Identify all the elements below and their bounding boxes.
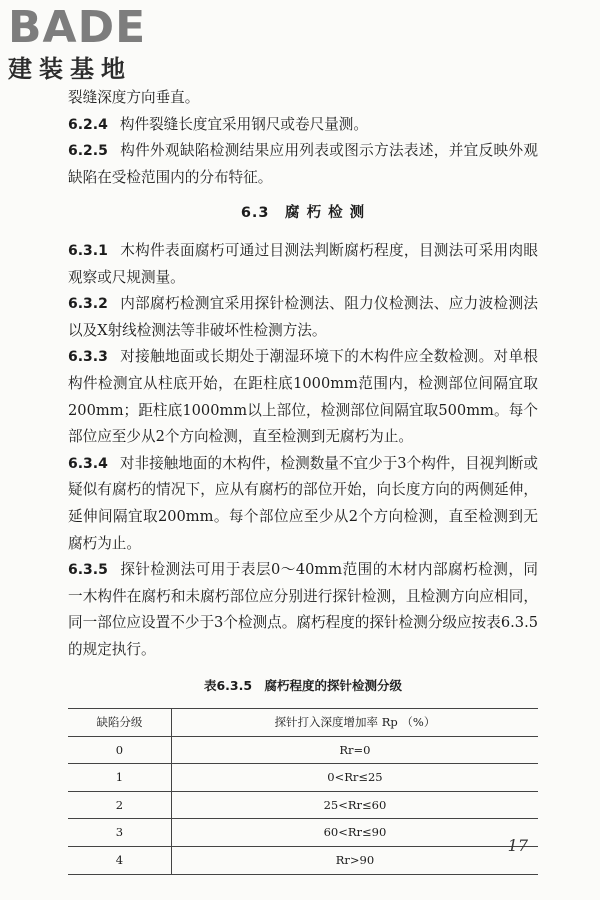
rate-cell: Rr>90 xyxy=(171,847,538,875)
decay-grade-table xyxy=(68,708,538,875)
document-body xyxy=(68,85,538,875)
grade-cell: 4 xyxy=(68,847,171,875)
brand-logo xyxy=(8,4,176,84)
clause-6-3-5 xyxy=(68,557,538,663)
clause-text: 裂缝深度方向垂直。 xyxy=(68,89,200,106)
clause-number: 6.3.1 xyxy=(68,242,108,259)
clause-number: 6.3.3 xyxy=(68,349,108,366)
table-caption: 表6.3.5 腐朽程度的探针检测分级 xyxy=(203,678,403,694)
clause-6-3-1 xyxy=(68,238,538,291)
clause-text: 构件裂缝长度宜采用钢尺或卷尺量测。 xyxy=(119,115,368,133)
table-row xyxy=(68,847,538,875)
section-title: 6.3 腐 朽 检 测 xyxy=(240,205,366,222)
clause-6-3-2 xyxy=(68,291,538,344)
clause-number: 6.3.4 xyxy=(68,455,108,472)
clause-6-2-5 xyxy=(68,138,538,191)
rate-cell: 0<Rr≤25 xyxy=(171,764,538,792)
clause-text: 探针检测法可用于表层0～40mm范围的木材内部腐朽检测，同一木构件在腐朽和未腐朽部位应分别进行探针检测，且检测方向应相同，同一部位应设置不少于3个检测点。腐朽程度的探针检测分级应按表6.3.5的规定执行。 xyxy=(68,561,538,658)
clause-number: 6.2.4 xyxy=(68,116,108,133)
page-number: 17 xyxy=(507,836,528,855)
clause-6-3-3 xyxy=(68,344,538,450)
table-row xyxy=(68,819,538,847)
table-row xyxy=(68,736,538,764)
clause-6-3-4 xyxy=(68,451,538,557)
logo-wordmark: BADE xyxy=(8,2,147,53)
clause-number: 6.3.5 xyxy=(68,562,108,579)
paragraph xyxy=(68,85,538,112)
clause-6-2-4 xyxy=(68,112,538,139)
clause-text: 对接触地面或长期处于潮湿环境下的木构件应全数检测。对单根构件检测宜从柱底开始，在距柱底1000mm范围内，检测部位间隔宜取200mm；距柱底1000mm以上部位，检测部位间隔宜取500mm。每个部位应至少从2个方向检测，直至检测到无腐朽为止。 xyxy=(68,348,538,446)
clause-text: 木构件表面腐朽可通过目测法判断腐朽程度，目测法可采用肉眼观察或尺规测量。 xyxy=(68,241,538,286)
grade-cell: 3 xyxy=(68,819,171,847)
table-row xyxy=(68,791,538,819)
table-row xyxy=(68,764,538,792)
rate-cell: 25<Rr≤60 xyxy=(171,791,538,819)
rate-cell: 60<Rr≤90 xyxy=(171,819,538,847)
clause-text: 对非接触地面的木构件，检测数量不宜少于3个构件，目视判断或疑似有腐朽的情况下，应从有腐朽的部位开始，向长度方向的两侧延伸，延伸间隔宜取200mm。每个部位应至少从2个方向检测，直至检测到无腐朽为止。 xyxy=(68,454,538,552)
clause-number: 6.2.5 xyxy=(68,143,108,160)
rate-cell: Rr=0 xyxy=(171,736,538,764)
clause-text: 内部腐朽检测宜采用探针检测法、阻力仪检测法、应力波检测法以及X射线检测法等非破坏性检测方法。 xyxy=(68,295,538,339)
clause-text: 构件外观缺陷检测结果应用列表或图示方法表述，并宜反映外观缺陷在受检范围内的分布特征。 xyxy=(68,142,538,186)
table-header-row xyxy=(68,709,538,737)
grade-cell: 1 xyxy=(68,764,171,792)
header-depth-rate: 探针打入深度增加率 Rp （%） xyxy=(171,709,538,737)
grade-cell: 0 xyxy=(68,736,171,764)
header-grade: 缺陷分级 xyxy=(68,709,171,737)
logo-subtitle: 建装基地 xyxy=(8,55,132,83)
clause-number: 6.3.2 xyxy=(68,296,108,313)
grade-cell: 2 xyxy=(68,791,171,819)
